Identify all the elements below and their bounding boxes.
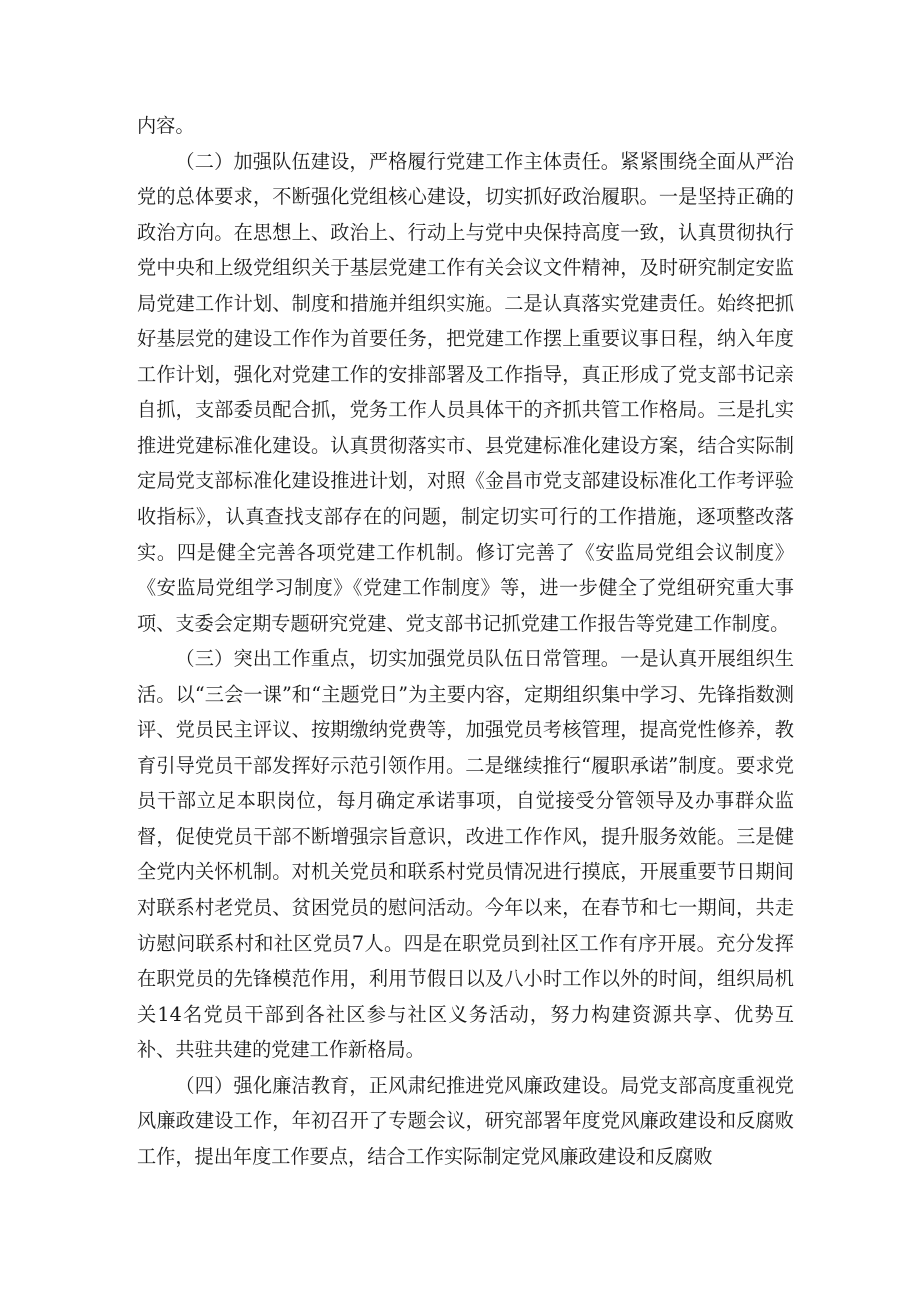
document-body	[137, 108, 794, 1174]
paragraph-team-building: （二）加强队伍建设，严格履行党建工作主体责任。紧紧围绕全面从严治党的总体要求，不断强化党组核心建设，切实抓好政治履职。一是坚持正确的政治方向。在思想上、政治上、行动上与党中央保持高度一致，认真贯彻执行党中央和上级党组织关于基层党建工作有关会议文件精神，及时研究制定安监局党建工作计划、制度和措施并组织实施。二是认真落实党建责任。始终把抓好基层党的建设工作作为首要任务，把党建工作摆上重要议事日程，纳入年度工作计划，强化对党建工作的安排部署及工作指导，真正形成了党支部书记亲自抓，支部委员配合抓，党务工作人员具体干的齐抓共管工作格局。三是扎实推进党建标准化建设。认真贯彻落实市、县党建标准化建设方案，结合实际制定局党支部标准化建设推进计划，对照《金昌市党支部建设标准化工作考评验收指标》，认真查找支部存在的问题，制定切实可行的工作措施，逐项整改落实。四是健全完善各项党建工作机制。修订完善了《安监局党组会议制度》《安监局党组学习制度》《党建工作制度》等，进一步健全了党组研究重大事项、支委会定期专题研究党建、党支部书记抓党建工作报告等党建工作制度。	[137, 149, 794, 635]
paragraph-continuation: 内容。	[137, 114, 195, 137]
paragraph-member-management: （三）突出工作重点，切实加强党员队伍日常管理。一是认真开展组织生活。以“三会一课”和“主题党日”为主要内容，定期组织集中学习、先锋指数测评、党员民主评议、按期缴纳党费等，加强党员考核管理，提高党性修养，教育引导党员干部发挥好示范引领作用。二是继续推行“履职承诺”制度。要求党员干部立足本职岗位，每月确定承诺事项，自觉接受分管领导及办事群众监督，促使党员干部不断增强宗旨意识，改进工作作风，提升服务效能。三是健全党内关怀机制。对机关党员和联系村党员情况进行摸底，开展重要节日期间对联系村老党员、贫困党员的慰问活动。今年以来，在春节和七一期间，共走访慰问联系村和社区党员7人。四是在职党员到社区工作有序开展。充分发挥在职党员的先锋模范作用，利用节假日以及八小时工作以外的时间，组织局机关14名党员干部到各社区参与社区义务活动，努力构建资源共享、优势互补、共驻共建的党建工作新格局。	[137, 647, 794, 1062]
paragraph-integrity-education: （四）强化廉洁教育，正风肃纪推进党风廉政建设。局党支部高度重视党风廉政建设工作，年初召开了专题会议，研究部署年度党风廉政建设和反腐败工作，提出年度工作要点，结合工作实际制定党风廉政建设和反腐败	[137, 1073, 794, 1168]
